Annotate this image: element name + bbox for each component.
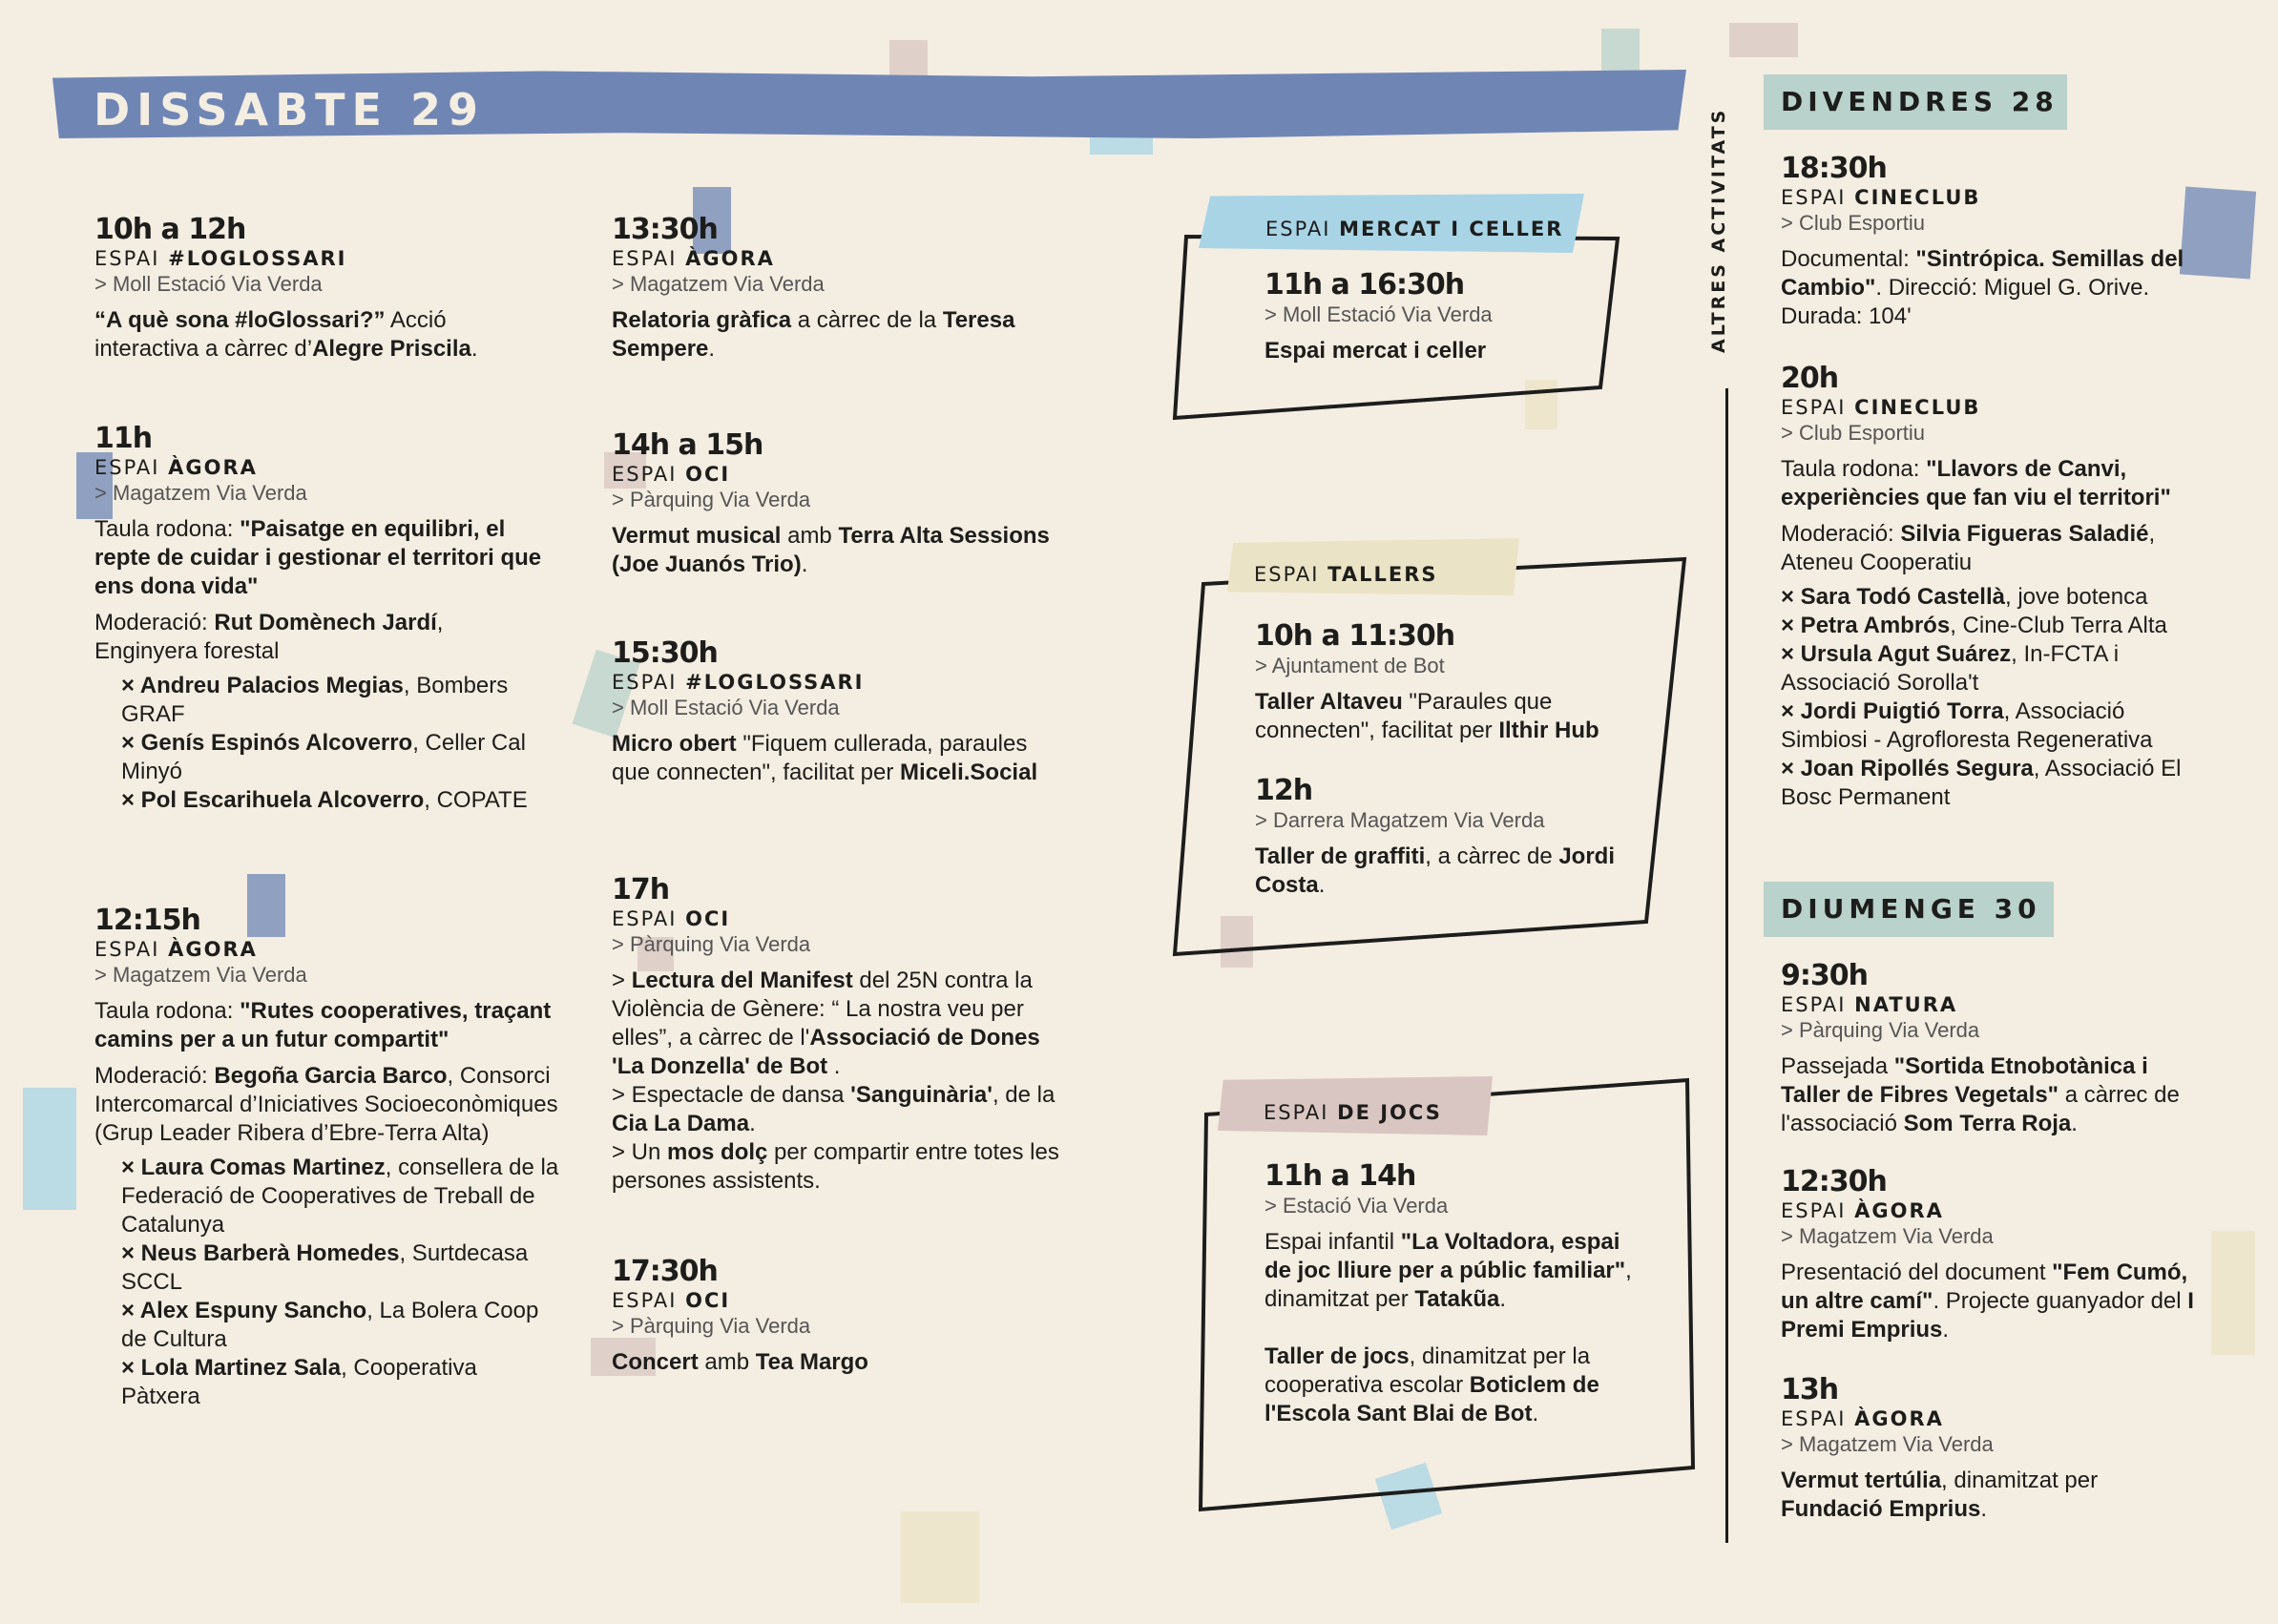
event-location: > Pàrquing Via Verda (612, 932, 811, 956)
event-description: Passejada "Sortida Etnobotànica i Taller de Fibres Vegetals" a càrrec de l'associació Som Terra Roja. (1781, 1053, 2180, 1136)
event-12-15h (94, 905, 562, 1411)
event-time: 11h (94, 422, 153, 455)
event-description: Presentació del document "Fem Cumó, un altre camí". Projecte guanyador del I Premi Emprius. (1781, 1260, 2194, 1343)
event-time: 12:15h (94, 904, 200, 937)
event-18-30h (1781, 153, 2201, 331)
event-time: 15:30h (612, 636, 718, 670)
decor-swatch (1729, 23, 1798, 57)
event-description: Taula rodona: "Paisatge en equilibri, el repte de cuidar i gestionar el territori que ens dona vida" (94, 516, 542, 599)
event-time: 11h a 14h (1264, 1159, 1416, 1193)
event-17-30h (612, 1256, 1070, 1377)
event-description: Espai mercat i celler (1264, 338, 1487, 364)
event-time: 14h a 15h (612, 428, 763, 462)
event-17h (612, 874, 1070, 1196)
day-band-divendres: DIVENDRES 28 (1764, 74, 2067, 130)
event-time: 17h (612, 873, 670, 906)
participant-list (94, 1154, 562, 1411)
event-time: 12h (1255, 774, 1313, 807)
event-location: > Club Esportiu (1781, 421, 1926, 445)
event-description: Espai infantil "La Voltadora, espai de joc lliure per a públic familiar", dinamitzat per Tatakũa. (1264, 1229, 1632, 1312)
event-description: Taller Altaveu "Paraules que connecten", facilitat per Ilthir Hub (1255, 689, 1599, 743)
event-location: > Moll Estació Via Verda (612, 696, 840, 719)
box-label-mercat: ESPAI MERCAT I CELLER (1265, 218, 1564, 240)
participant: × Neus Barberà Homedes, Surtdecasa SCCL (121, 1240, 529, 1295)
event-description: Concert amb Tea Margo (612, 1349, 868, 1375)
event-description: Vermut musical amb Terra Alta Sessions (Joe Juanós Trio). (612, 523, 1050, 577)
participant: × Petra Ambrós, Cine-Club Terra Alta (1781, 613, 2167, 638)
event-location: > Moll Estació Via Verda (94, 272, 323, 296)
event-time: 12:30h (1781, 1165, 1887, 1198)
event-location: > Pàrquing Via Verda (612, 488, 811, 511)
event-espai: ESPAI CINECLUB (1781, 186, 1981, 209)
participant: × Joan Ripollés Segura, Associació El Bosc Permanent (1781, 756, 2182, 810)
event-20h (1781, 363, 2201, 812)
page-title: DISSABTE 29 (94, 84, 485, 135)
event-time: 10h a 12h (94, 213, 246, 246)
event-11h (94, 423, 553, 815)
participant: × Pol Escarihuela Alcoverro, COPATE (121, 787, 528, 813)
box-label-tallers: ESPAI TALLERS (1254, 563, 1438, 586)
event-description: Taula rodona: "Rutes cooperatives, traçant camins per a un futur compartit" (94, 998, 552, 1052)
event-espai: ESPAI NATURA (1781, 993, 1958, 1016)
event-description: Vermut tertúlia, dinamitzat per Fundació Emprius. (1781, 1468, 2099, 1522)
box-label-jocs: ESPAI DE JOCS (1264, 1101, 1442, 1124)
event-description: Taula rodona: "Llavors de Canvi, experiències que fan viu el territori" (1781, 456, 2171, 510)
event-description: Documental: "Sintrópica. Semillas del Cambio". Direcció: Miguel G. Orive. Durada: 104' (1781, 246, 2184, 329)
participant: × Alex Espuny Sancho, La Bolera Coop de Cultura (121, 1298, 539, 1352)
day-band-diumenge: DIUMENGE 30 (1764, 882, 2054, 937)
event-location: > Magatzem Via Verda (1781, 1224, 1994, 1248)
event-location: > Club Esportiu (1781, 211, 1926, 235)
event-time: 20h (1781, 362, 1839, 395)
box-frame-tallers (1169, 553, 1690, 964)
event-espai: ESPAI #LOGLOSSARI (612, 671, 865, 694)
event-13h (1781, 1374, 2201, 1524)
program-line: > Un mos dolç per compartir entre totes les persones assistents. (612, 1139, 1059, 1194)
event-espai: ESPAI ÀGORA (1781, 1199, 1944, 1222)
event-espai: ESPAI ÀGORA (94, 938, 258, 961)
event-time: 10h a 11:30h (1255, 619, 1455, 653)
participant: × Ursula Agut Suárez, In-FCTA i Associació Sorolla't (1781, 641, 2120, 696)
participant: × Lola Martinez Sala, Cooperativa Pàtxera (121, 1355, 477, 1409)
event-14h (612, 429, 1070, 579)
participant: × Sara Todó Castellà, jove botenca (1781, 584, 2148, 610)
event-location: > Magatzem Via Verda (612, 272, 825, 296)
event-12-30h (1781, 1166, 2201, 1344)
participant-list (1781, 583, 2201, 812)
event-time: 17:30h (612, 1255, 718, 1288)
event-moderator: Moderació: Begoña Garcia Barco, Consorci Intercomarcal d’Iniciatives Socioeconòmiques (Grup Leader Ribera d’Ebre-Terra Alta) (94, 1063, 558, 1146)
event-espai: ESPAI ÀGORA (1781, 1407, 1944, 1430)
event-taller-altaveu (1255, 620, 1656, 745)
event-time: 9:30h (1781, 959, 1868, 992)
program-line: > Lectura del Manifest del 25N contra la Violència de Gènere: “ La nostra veu per elles”, a càrrec de l'Associació de Dones 'La Donzella' de Bot . (612, 968, 1040, 1079)
event-13-30h (612, 214, 1070, 364)
event-description (612, 967, 1070, 1196)
event-espai: ESPAI OCI (612, 907, 731, 930)
event-espai: ESPAI OCI (612, 463, 731, 486)
event-mercat (1264, 269, 1618, 365)
participant-list (94, 672, 553, 815)
event-espai: ESPAI ÀGORA (612, 247, 775, 270)
event-time: 13h (1781, 1373, 1839, 1406)
event-location: > Estació Via Verda (1264, 1194, 1449, 1218)
event-location: > Pàrquing Via Verda (612, 1314, 811, 1338)
event-location: > Ajuntament de Bot (1255, 654, 1445, 677)
event-location: > Magatzem Via Verda (94, 481, 307, 505)
participant: × Genís Espinós Alcoverro, Celler Cal Minyó (121, 730, 526, 784)
event-location: > Pàrquing Via Verda (1781, 1018, 1980, 1042)
event-taller-graffiti (1255, 775, 1656, 900)
event-description: Micro obert "Fiquem cullerada, paraules que connecten", facilitat per Miceli.Social (612, 731, 1038, 785)
participant: × Laura Comas Martinez, consellera de la Federació de Cooperatives de Treball de Catalunya (121, 1155, 559, 1238)
event-espai: ESPAI ÀGORA (94, 456, 258, 479)
participant: × Jordi Puigtió Torra, Associació Simbiosi - Agrofloresta Regenerativa (1781, 698, 2153, 753)
decor-swatch (901, 1511, 979, 1603)
decor-swatch (2211, 1231, 2255, 1355)
event-moderator: Moderació: Silvia Figueras Saladié, Ateneu Cooperatiu (1781, 521, 2156, 575)
event-jocs (1264, 1160, 1646, 1428)
event-description: “A què sona #loGlossari?” Acció interactiva a càrrec d’Alegre Priscila. (94, 307, 478, 362)
event-moderator: Moderació: Rut Domènech Jardí, Enginyera forestal (94, 610, 444, 664)
vertical-divider (1725, 388, 1728, 1543)
event-espai: ESPAI CINECLUB (1781, 396, 1981, 419)
event-15-30h (612, 637, 1070, 787)
event-10h (94, 214, 553, 364)
program-line: > Espectacle de dansa 'Sanguinària', de la Cia La Dama. (612, 1082, 1055, 1136)
event-location: > Magatzem Via Verda (94, 963, 307, 987)
event-description: Taller de graffiti, a càrrec de Jordi Costa. (1255, 843, 1616, 898)
event-location: > Darrera Magatzem Via Verda (1255, 808, 1545, 832)
event-espai: ESPAI OCI (612, 1289, 731, 1312)
decor-swatch (23, 1088, 76, 1210)
event-time: 13:30h (612, 213, 718, 246)
event-description: Relatoria gràfica a càrrec de la Teresa Sempere. (612, 307, 1015, 362)
participant: × Andreu Palacios Megias, Bombers GRAF (121, 673, 509, 727)
event-time: 11h a 16:30h (1264, 268, 1465, 302)
event-location: > Moll Estació Via Verda (1264, 302, 1493, 326)
event-time: 18:30h (1781, 152, 1887, 185)
vertical-title: ALTRES ACTIVITATS (1708, 107, 1729, 353)
event-9-30h (1781, 960, 2201, 1138)
event-espai: ESPAI #LOGLOSSARI (94, 247, 347, 270)
event-description: Taller de jocs, dinamitzat per la cooperativa escolar Boticlem de l'Escola Sant Blai de Bot. (1264, 1343, 1599, 1426)
event-location: > Magatzem Via Verda (1781, 1432, 1994, 1456)
